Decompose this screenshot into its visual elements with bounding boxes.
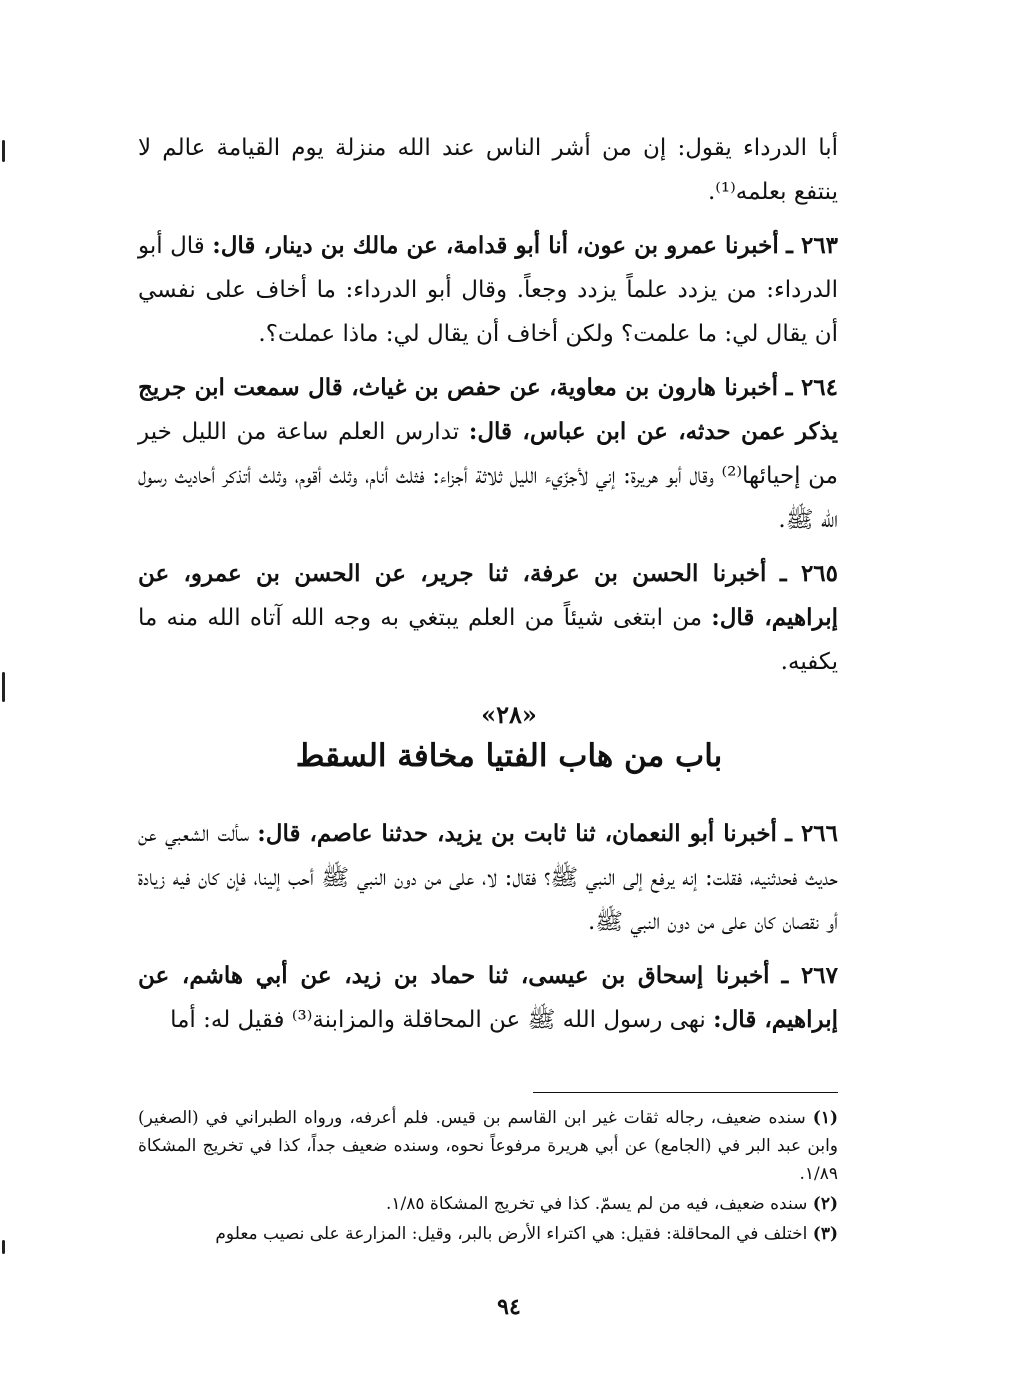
footnote-text: اختلف في المحاقلة: فقيل: هي اكتراء الأرض بالبر، وقيل: المزارعة على نصيب معلوم <box>215 1224 808 1244</box>
footnote-number: (١) <box>812 1108 839 1128</box>
hadith-number: ٢٦٤ ـ <box>785 374 838 401</box>
chapter-number: «٢٨» <box>481 700 537 729</box>
page-number: ٩٤ <box>497 1294 521 1320</box>
hadith-number: ٢٦٧ ـ <box>781 962 838 989</box>
scan-edge-mark <box>2 140 5 162</box>
hadith-isnad: أخبرنا إسحاق بن عيسى، ثنا حماد بن زيد، عن أبي هاشم، عن إبراهيم، قال: <box>138 962 838 1033</box>
hadith-text: قال أبو الدرداء: من يزدد علماً يزدد وجعاً. وقال أبو الدرداء: ما أخاف على نفسي أن يقال لي: ما علمت؟ ولكن أخاف أن يقال لي: ماذا عملت؟. <box>138 233 838 347</box>
scan-edge-mark <box>2 672 5 702</box>
footnote-2 <box>138 1190 838 1218</box>
hadith-263 <box>138 224 838 356</box>
footnote-number: (٢) <box>812 1194 838 1214</box>
lower-text-block <box>138 812 838 1042</box>
footnote-1 <box>138 1104 838 1188</box>
hadith-text: تدارس العلم ساعة من الليل خير من إحيائها⁽²⁾ وقال أبو هريرة: إني لأجزّيء الليل ثلاثة أجزاء: فثلث أنام، وثلث أقوم، وثلث أتذكر أحاديث رسول الله ﷺ. <box>138 419 838 533</box>
hadith-isnad: أخبرنا هارون بن معاوية، عن حفص بن غياث، قال سمعت ابن جريج يذكر عمن حدثه، عن ابن عباس، قال: <box>138 374 839 445</box>
hadith-text: من ابتغى شيئاً من العلم يبتغي به وجه الله آتاه الله منه ما يكفيه. <box>138 605 838 675</box>
hadith-265 <box>138 552 838 684</box>
hadith-number: ٢٦٣ ـ <box>786 232 839 259</box>
hadith-264 <box>138 366 838 542</box>
hadith-isnad: أخبرنا الحسن بن عرفة، ثنا جرير، عن الحسن بن عمرو، عن إبراهيم، قال: <box>138 560 838 631</box>
footnote-text: سنده ضعيف، فيه من لم يسمّ. كذا في تخريج المشكاة ١/٨٥. <box>386 1194 808 1214</box>
upper-text-block <box>138 126 838 684</box>
footnote-number: (٣) <box>812 1224 838 1244</box>
footnote-3 <box>138 1220 838 1248</box>
footnote-text: سنده ضعيف، رجاله ثقات غير ابن القاسم بن قيس. فلم أعرفه، ورواه الطبراني في (الصغير) وابن عبد البر في (الجامع) عن أبي هريرة مرفوعاً نحوه، وسنده ضعيف جداً، كذا في تخريج المشكاة ١/٨٩. <box>138 1108 838 1184</box>
hadith-text: سألت الشعبي عن حديث فحدثنيه، فقلت: إنه يرفع إلى النبي ﷺ؟ فقال: لا، على من دون النبي ﷺ أحب إلينا، فإن كان فيه زيادة أو نقصان كان على من دون النبي ﷺ. <box>138 821 838 935</box>
hadith-isnad: أخبرنا عمرو بن عون، أنا أبو قدامة، عن مالك بن دينار، قال: <box>212 232 779 259</box>
chapter-title: باب من هاب الفتيا مخافة السقط <box>295 738 723 774</box>
hadith-isnad: أخبرنا أبو النعمان، ثنا ثابت بن يزيد، حدثنا عاصم، قال: <box>257 820 777 847</box>
scan-edge-mark <box>2 1240 5 1254</box>
hadith-number: ٢٦٦ ـ <box>785 820 838 847</box>
hadith-text: نهى رسول الله ﷺ عن المحاقلة والمزابنة⁽³⁾ فقيل له: أما <box>170 1007 706 1033</box>
footnote-divider <box>533 1092 838 1093</box>
hadith-267 <box>138 954 838 1042</box>
paragraph-continuation <box>138 126 838 214</box>
footnotes <box>138 1104 838 1250</box>
hadith-266 <box>138 812 838 944</box>
paragraph-text: أبا الدرداء يقول: إن من أشر الناس عند الله منزلة يوم القيامة عالم لا ينتفع بعلمه⁽¹⁾. <box>138 135 838 205</box>
hadith-number: ٢٦٥ ـ <box>779 560 838 587</box>
